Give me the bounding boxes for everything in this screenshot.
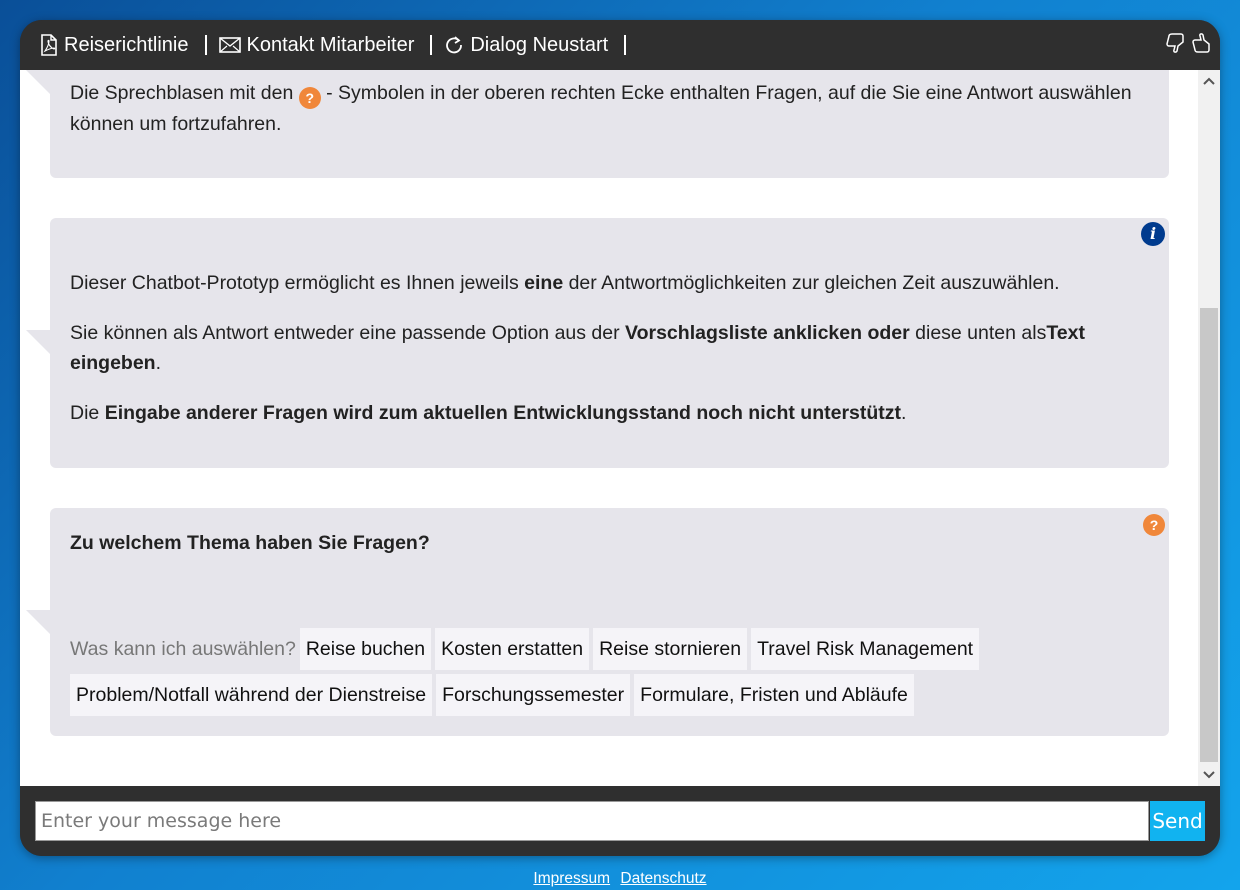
message-input[interactable] xyxy=(35,801,1149,841)
question-icon: ? xyxy=(1143,514,1165,536)
message-text: Die Sprechblasen mit den xyxy=(70,82,299,104)
text: Die xyxy=(70,402,105,424)
nav-item-kontakt[interactable] xyxy=(219,34,415,57)
message-paragraph xyxy=(70,268,1139,298)
chat-bubble-question xyxy=(50,508,1169,736)
nav-separator xyxy=(205,35,207,55)
envelope-icon xyxy=(219,37,241,53)
thumbs-up-icon[interactable] xyxy=(1192,32,1212,59)
top-bar xyxy=(20,20,1220,70)
bold-text: eine xyxy=(524,272,564,294)
option-row xyxy=(70,628,1150,670)
nav-label-kontakt: Kontakt Mitarbeiter xyxy=(246,33,415,56)
bold-text: Vorschlagsliste anklicken oder xyxy=(625,322,910,344)
nav-item-dialog-neustart[interactable] xyxy=(444,34,608,57)
chat-bubble-info xyxy=(50,218,1169,468)
footer xyxy=(0,870,1240,888)
question-icon: ? xyxy=(299,87,321,109)
nav-label-dialog-neustart: Dialog Neustart xyxy=(470,33,609,56)
text: Dieser Chatbot-Prototyp ermöglicht es Ihnen jeweils xyxy=(70,272,525,294)
nav-item-reiserichtlinie[interactable] xyxy=(40,34,189,57)
nav-label-reiserichtlinie: Reiserichtlinie xyxy=(64,33,189,56)
chat-bubble xyxy=(50,70,1169,178)
scroll-up-icon[interactable] xyxy=(1202,74,1216,88)
text: der Antwortmöglichkeiten zur gleichen Zeit auszuwählen. xyxy=(563,272,1060,294)
message-paragraph xyxy=(70,398,1139,428)
message-text: - Symbolen in der oberen rechten Ecke enthalten Fragen, auf die Sie eine Antwort auswählen können um fortzufahren. xyxy=(70,82,1132,135)
question-text: Zu welchem Thema haben Sie Fragen? xyxy=(70,532,430,554)
option-formulare-fristen[interactable]: Formulare, Fristen und Abläufe xyxy=(634,674,914,716)
scroll-thumb[interactable] xyxy=(1200,308,1218,762)
option-reise-stornieren[interactable]: Reise stornieren xyxy=(593,628,747,670)
pdf-file-icon xyxy=(40,34,58,56)
option-reise-buchen[interactable]: Reise buchen xyxy=(300,628,431,670)
nav-separator xyxy=(624,35,626,55)
chat-window xyxy=(20,20,1220,856)
option-travel-risk-management[interactable]: Travel Risk Management xyxy=(751,628,979,670)
bold-text: Text eingeben xyxy=(70,322,1085,374)
message-paragraph xyxy=(70,318,1139,378)
refresh-icon xyxy=(444,35,464,55)
send-button[interactable]: Send xyxy=(1150,801,1205,841)
chat-scrollbar[interactable] xyxy=(1198,70,1220,786)
bold-text: Eingabe anderer Fragen wird zum aktuellen Entwicklungsstand noch nicht unterstützt xyxy=(104,402,902,424)
chat-area xyxy=(20,70,1198,786)
impressum-link[interactable]: Impressum xyxy=(533,870,611,887)
option-kosten-erstatten[interactable]: Kosten erstatten xyxy=(435,628,589,670)
text: Sie können als Antwort entweder eine passende Option aus der xyxy=(70,322,626,344)
option-list xyxy=(70,628,1150,720)
text: . xyxy=(155,352,162,374)
top-nav xyxy=(20,34,638,57)
text: diese unten als xyxy=(909,322,1047,344)
feedback-buttons xyxy=(1166,32,1212,59)
option-problem-notfall[interactable]: Problem/Notfall während der Dienstreise xyxy=(70,674,432,716)
input-bar xyxy=(20,786,1220,856)
thumbs-down-icon[interactable] xyxy=(1166,32,1186,59)
option-forschungssemester[interactable]: Forschungssemester xyxy=(436,674,630,716)
nav-separator xyxy=(430,35,432,55)
options-prompt: Was kann ich auswählen? xyxy=(70,638,296,660)
scroll-down-icon[interactable] xyxy=(1202,768,1216,782)
option-row xyxy=(70,674,1150,716)
datenschutz-link[interactable]: Datenschutz xyxy=(620,870,707,887)
text: . xyxy=(901,402,907,424)
info-icon: i xyxy=(1141,222,1165,246)
